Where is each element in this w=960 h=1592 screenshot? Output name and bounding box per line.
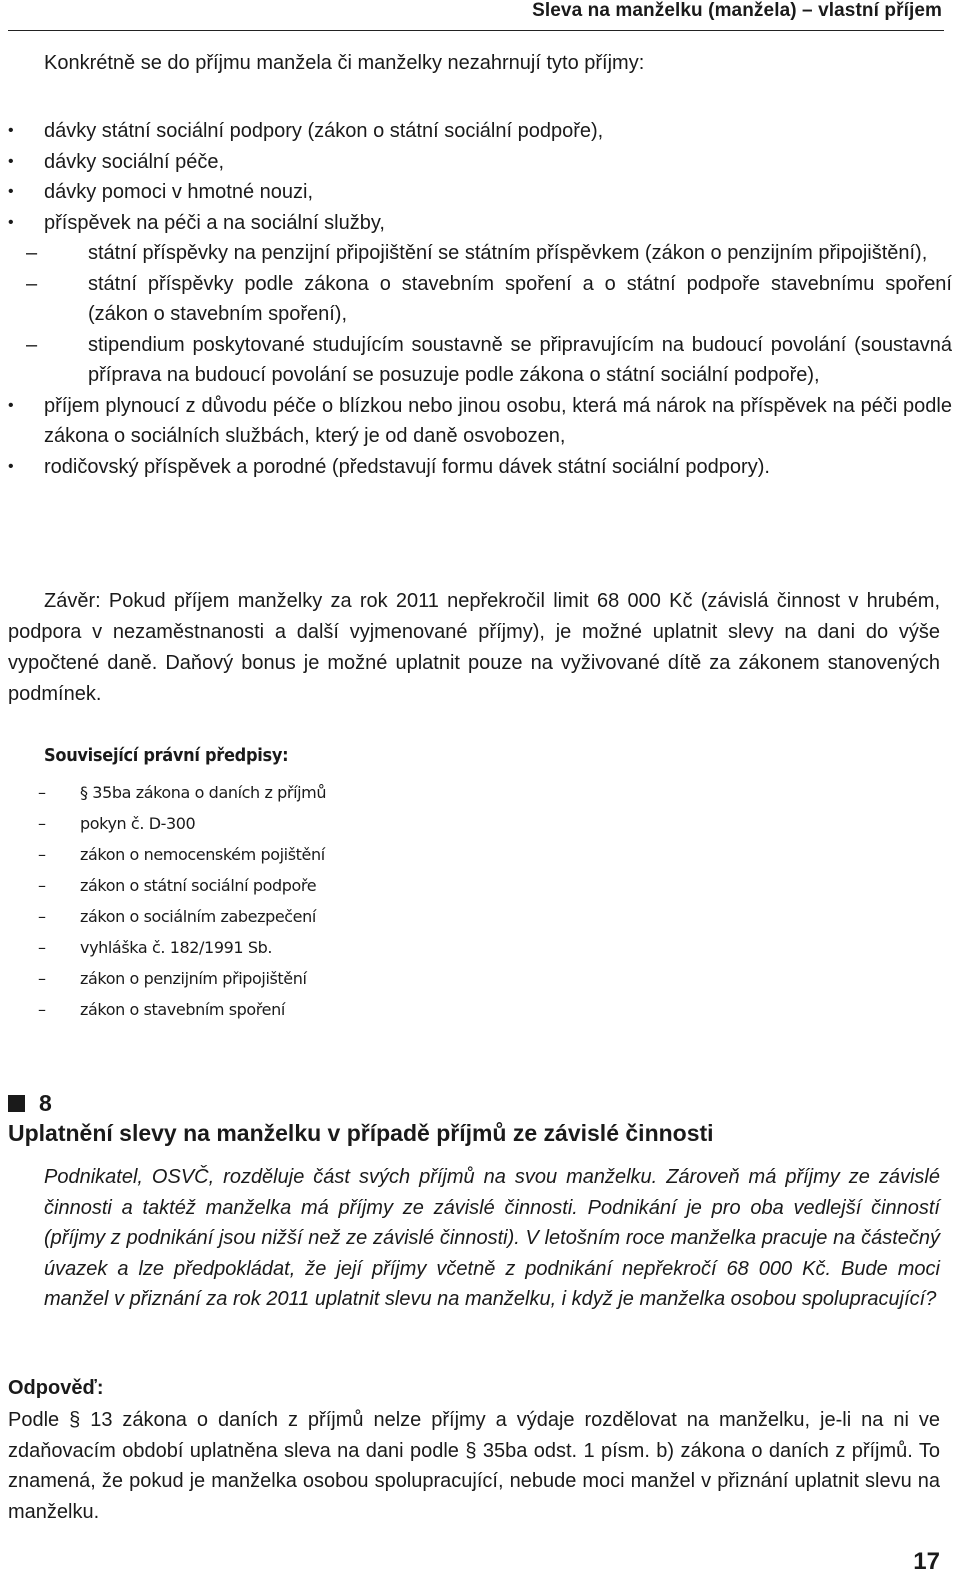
- dash-marker: –: [26, 333, 38, 356]
- answer-label: Odpověď:: [8, 1377, 104, 1399]
- list-item-text: státní příspěvky podle zákona o stavebním spoření a o státní podpoře stavebnímu spoření (zákon o stavebním spoření),: [88, 272, 952, 325]
- excluded-income-list: [8, 116, 952, 482]
- regulation-text: vyhláška č. 182/1991 Sb.: [80, 938, 273, 957]
- list-item-text: příjem plynoucí z důvodu péče o blízkou nebo jinou osobu, která má nárok na příspěvek na péči podle zákona o sociálních službách, který je od daně osvobozen,: [44, 394, 952, 447]
- square-bullet-icon: [8, 1095, 25, 1112]
- page-number: 17: [913, 1548, 940, 1575]
- bullet-marker: •: [8, 152, 14, 170]
- list-item-text: dávky pomoci v hmotné nouzi,: [44, 181, 314, 203]
- related-regulations-list: [8, 777, 326, 1025]
- conclusion-paragraph: Závěr: Pokud příjem manželky za rok 2011 nepřekročil limit 68 000 Kč (závislá činnost v hrubém, podpora v nezaměstnanosti a další vyjmenované příjmy), je možné uplatnit slevy na dani do výše vypočtené daně. Daňový bonus je možné uplatnit pouze na vyživované dítě za zákonem stanovených podmínek.: [8, 590, 940, 705]
- dash-marker: –: [26, 242, 38, 264]
- question-paragraph: Podnikatel, OSVČ, rozděluje část svých příjmů na svou manželku. Zároveň má příjmy ze závislé činnosti a taktéž manželka má příjmy ze závislé činnosti. Podnikání je pro oba vedlejší činností (příjmy z podnikání jsou nižší než ze závislé činnosti). V letošním roce manželka pracuje na částečný úvazek a lze předpokládat, že její příjmy včetně z podnikání nepřekročí 68 000 Kč. Bude moci manžel v přiznání za rok 2011 uplatnit slevu na manželku, i když je manželka osobou spolupracující?: [44, 1166, 940, 1310]
- regulation-text: zákon o státní sociální podpoře: [80, 876, 317, 895]
- list-item: [8, 116, 952, 147]
- list-item: [8, 177, 952, 208]
- answer-paragraph: Podle § 13 zákona o daních z příjmů nelze příjmy a výdaje rozdělovat na manželku, je-li na ni ve zdaňovacím období uplatněna sleva na dani podle § 35ba odst. 1 písm. b) zákona o daních z příjmů. To znamená, že pokud je manželka osobou spolupracující, nebude moci manžel v přiznání uplatnit slevu na manželku.: [8, 1409, 940, 1523]
- dash-marker: –: [38, 938, 46, 957]
- list-item-text: příspěvek na péči a na sociální služby,: [44, 211, 385, 234]
- dash-marker: –: [38, 907, 46, 926]
- running-head: Sleva na manželku (manžela) – vlastní příjem: [532, 0, 942, 21]
- regulation-text: zákon o penzijním připojištění: [80, 969, 307, 988]
- list-item-text: rodičovský příspěvek a porodné (představují formu dávek státní sociální podpory).: [44, 455, 770, 478]
- bullet-marker: •: [8, 396, 14, 414]
- list-item: [8, 269, 952, 330]
- dash-marker: –: [38, 969, 46, 988]
- regulation-item: [8, 839, 326, 870]
- list-item-text: státní příspěvky na penzijní připojištění se státním příspěvkem (zákon o penzijním připojištění),: [88, 242, 928, 264]
- dash-marker: –: [26, 272, 38, 295]
- regulation-item: [8, 932, 326, 963]
- regulation-item: [8, 901, 326, 932]
- intro-paragraph: Konkrétně se do příjmu manžela či manželky nezahrnují tyto příjmy:: [44, 52, 645, 74]
- section-number-text: 8: [39, 1090, 52, 1116]
- regulation-item: [8, 777, 326, 808]
- list-item: [8, 330, 952, 391]
- header-rule: [8, 30, 944, 31]
- list-item-text: stipendium poskytované studujícím soustavně se připravujícím na budoucí povolání (soustavná příprava na budoucí povolání se posuzuje podle zákona o státní sociální podpoře),: [88, 333, 952, 386]
- section-number: [8, 1090, 52, 1117]
- list-item: [8, 391, 952, 452]
- dash-marker: –: [38, 1000, 46, 1019]
- dash-marker: –: [38, 845, 46, 864]
- regulation-text: zákon o nemocenském pojištění: [80, 845, 325, 864]
- regulation-item: [8, 994, 326, 1025]
- regulation-text: zákon o stavebním spoření: [80, 1000, 285, 1019]
- regulation-text: zákon o sociálním zabezpečení: [80, 907, 316, 926]
- section-title: Uplatnění slevy na manželku v případě příjmů ze závislé činnosti: [8, 1120, 714, 1146]
- list-item: [8, 452, 952, 483]
- regulation-text: pokyn č. D-300: [80, 814, 196, 833]
- dash-marker: –: [38, 814, 46, 833]
- bullet-marker: •: [8, 213, 14, 231]
- list-item-text: dávky státní sociální podpory (zákon o státní sociální podpoře),: [44, 120, 604, 142]
- regulation-item: [8, 963, 326, 994]
- list-item-text: dávky sociální péče,: [44, 150, 225, 173]
- related-regulations-heading: Související právní předpisy:: [44, 745, 289, 766]
- list-item: [8, 238, 952, 269]
- bullet-marker: •: [8, 122, 14, 139]
- bullet-marker: •: [8, 457, 14, 475]
- list-item: [8, 208, 952, 239]
- bullet-marker: •: [8, 183, 14, 200]
- dash-marker: –: [38, 783, 46, 802]
- regulation-item: [8, 870, 326, 901]
- regulation-text: § 35ba zákona o daních z příjmů: [80, 783, 327, 802]
- dash-marker: –: [38, 876, 46, 895]
- list-item: [8, 147, 952, 178]
- regulation-item: [8, 808, 326, 839]
